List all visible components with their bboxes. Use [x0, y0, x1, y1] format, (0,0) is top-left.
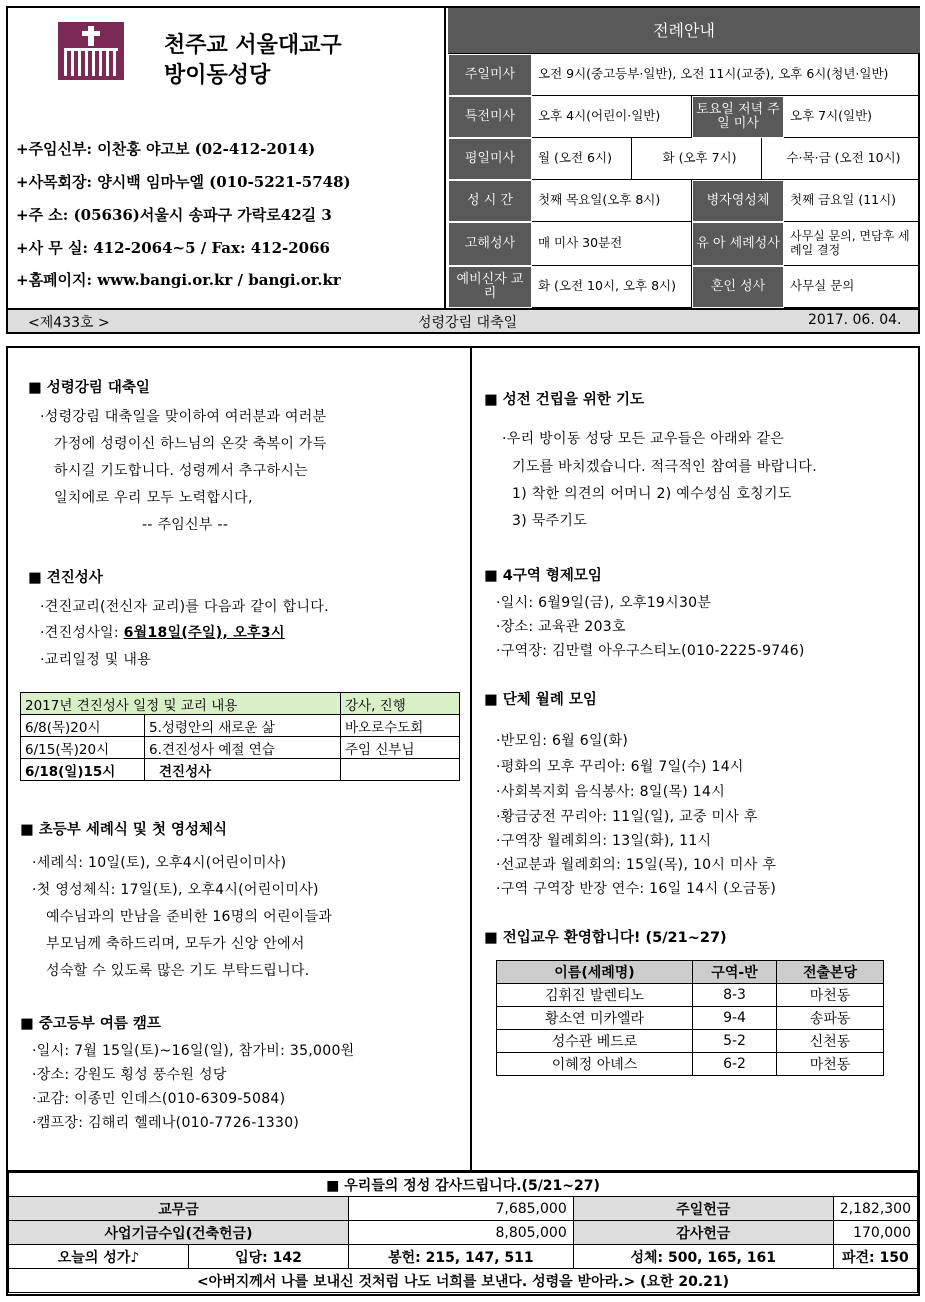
- pentecost-line: 하시길 기도합니다. 성령께서 추구하시는: [54, 463, 309, 479]
- table-cell: 8,805,000: [349, 1221, 574, 1245]
- district-meeting-line: ·장소: 교육관 203호: [496, 619, 626, 635]
- church-prayer-line: ·우리 방이동 성당 모든 교우들은 아래와 같은: [502, 431, 785, 447]
- table-cell: 김휘진 발렌티노: [497, 984, 693, 1007]
- pentecost-signature: -- 주임신부 --: [142, 517, 229, 533]
- table-cell: 성수관 베드로: [497, 1030, 693, 1053]
- church-prayer-line: 기도를 바치겠습니다. 적극적인 참여를 바랍니다.: [512, 459, 817, 475]
- feast-title: 성령강림 대축일: [418, 315, 518, 331]
- monthly-meeting-line: ·구역 구역장 반장 연수: 16일 14시 (오금동): [496, 881, 777, 897]
- pastor-info: +주임신부: 이찬홍 야고보 (02-412-2014): [16, 140, 316, 158]
- district-meeting-heading: ■ 4구역 형제모임: [484, 568, 602, 584]
- homepage-info: +홈페이지: www.bangi.or.kr / bangi.or.kr: [16, 271, 341, 289]
- table-cell: 6.견진성사 예절 연습: [145, 737, 341, 759]
- district-meeting-line: ·구역장: 김만렬 아우구스티노(010-2225-9746): [496, 643, 805, 659]
- table-header-cell: 강사, 진행: [341, 693, 460, 715]
- pentecost-heading: ■ 성령강림 대축일: [28, 380, 150, 396]
- sunday-mass-label: 주일미사: [448, 54, 532, 96]
- table-cell: 주임 신부님: [341, 737, 460, 759]
- new-members-heading: ■ 전입교우 환영합니다! (5/21~27): [484, 930, 727, 946]
- table-cell: 견진성사: [145, 759, 341, 781]
- issue-bar: [8, 308, 918, 332]
- holy-hour-label: 성 시 간: [448, 180, 532, 222]
- table-cell: 2,182,300: [833, 1197, 917, 1221]
- summer-camp-line: ·장소: 강원도 횡성 풍수원 성당: [32, 1067, 227, 1083]
- table-header-cell: 2017년 견진성사 일정 및 교리 내용: [21, 693, 341, 715]
- table-cell: 6/15(목)20시: [21, 737, 145, 759]
- first-communion-line: ·첫 영성체식: 17일(토), 오후4시(어린이미사): [32, 882, 319, 898]
- monthly-meeting-line: ·사회복지회 음식봉사: 8일(목) 14시: [496, 784, 726, 800]
- table-cell: 마천동: [777, 984, 884, 1007]
- table-row: [21, 715, 460, 737]
- confession-label: 고해성사: [448, 222, 532, 266]
- weekday-mass-label: 평일미사: [448, 138, 532, 180]
- new-members-table: [496, 960, 884, 1076]
- table-row: [497, 1053, 884, 1076]
- monthly-meetings-heading: ■ 단체 월례 모임: [484, 692, 597, 708]
- table-cell: 봉헌: 215, 147, 511: [349, 1245, 574, 1269]
- monthly-meeting-line: ·황금궁전 꾸리아: 11일(일), 교중 미사 후: [496, 809, 758, 825]
- summer-camp-heading: ■ 중고등부 여름 캠프: [20, 1016, 161, 1032]
- table-row: [9, 1197, 918, 1221]
- parish-info-panel: [8, 8, 446, 308]
- table-cell: 파견: 150: [833, 1245, 917, 1269]
- first-communion-line: 성숙할 수 있도록 많은 기도 부탁드립니다.: [46, 963, 310, 979]
- monthly-meeting-line: ·구역장 월례회의: 13일(화), 11시: [496, 833, 712, 849]
- first-communion-line: ·세례식: 10일(토), 오후4시(어린이미사): [32, 855, 287, 871]
- table-row: [21, 737, 460, 759]
- archdiocese-name: 천주교 서울대교구: [164, 32, 342, 58]
- sick-communion-value: 첫째 금요일 (11시): [784, 180, 920, 222]
- table-cell: 황소연 미카엘라: [497, 1007, 693, 1030]
- bulletin-header: [6, 6, 920, 334]
- infant-baptism-value: 사무실 문의, 면담후 세례일 결정: [784, 222, 920, 266]
- offering-title: ■ 우리들의 정성 감사드립니다.(5/21~27): [9, 1173, 918, 1197]
- table-cell: 5.성령안의 새로운 삶: [145, 715, 341, 737]
- confirmation-schedule-table: [20, 692, 460, 781]
- summer-camp-line: ·교감: 이종민 인데스(010-6309-5084): [32, 1091, 286, 1107]
- first-communion-line: 예수님과의 만남을 준비한 16명의 어린이들과: [46, 909, 333, 925]
- weekday-mass-tuesday: 화 (오후 7시): [632, 138, 762, 180]
- sunday-mass-value: 오전 9시(중고등부·일반), 오전 11시(교중), 오후 6시(청년·일반): [532, 54, 920, 96]
- offering-footer: [6, 1172, 920, 1296]
- table-header-row: [497, 961, 884, 984]
- special-mass-label: 특전미사: [448, 96, 532, 138]
- table-cell: 마천동: [777, 1053, 884, 1076]
- summer-camp-line: ·일시: 7월 15일(토)~16일(일), 참가비: 35,000원: [32, 1043, 355, 1059]
- first-communion-heading: ■ 초등부 세례식 및 첫 영성체식: [20, 822, 228, 838]
- table-row: [9, 1245, 918, 1269]
- confirmation-date-value: 6월18일(주일), 오후3시: [123, 625, 285, 641]
- church-prayer-line: 3) 묵주기도: [512, 513, 588, 529]
- table-row: [9, 1269, 918, 1293]
- bulletin-body: [6, 346, 920, 1172]
- catechumen-value: 화 (오전 10시, 오후 8시): [532, 266, 692, 308]
- table-cell: 신천동: [777, 1030, 884, 1053]
- table-row: [9, 1221, 918, 1245]
- liturgy-title: 전례안내: [448, 8, 920, 54]
- church-prayer-heading: ■ 성전 건립을 위한 기도: [484, 392, 644, 408]
- pentecost-line: ·성령강림 대축일을 맞이하여 여러분과 여러분: [40, 409, 327, 425]
- issue-number: <제433호 >: [28, 315, 110, 331]
- table-cell: 감사헌금: [573, 1221, 833, 1245]
- infant-baptism-label: 유 아 세례성사: [692, 222, 784, 266]
- table-cell: 7,685,000: [349, 1197, 574, 1221]
- confirmation-date-line: [40, 622, 285, 642]
- council-president-info: +사목회장: 양시백 임마누엘 (010-5221-5748): [16, 173, 351, 191]
- wedding-value: 사무실 문의: [784, 266, 920, 308]
- pentecost-line: 가정에 성령이신 하느님의 온갖 축복이 가득: [54, 436, 327, 452]
- table-header-cell: 구역-반: [693, 961, 777, 984]
- table-header-cell: 이름(세례명): [497, 961, 693, 984]
- first-communion-line: 부모님께 축하드리며, 모두가 신앙 안에서: [46, 936, 305, 952]
- table-cell: 사업기금수입(건축헌금): [9, 1221, 349, 1245]
- monthly-meeting-line: ·반모임: 6월 6일(화): [496, 733, 629, 749]
- catechumen-label: 예비신자 교 리: [448, 266, 532, 308]
- table-cell: 6/8(목)20시: [21, 715, 145, 737]
- sick-communion-label: 병자영성체: [692, 180, 784, 222]
- table-header-row: [21, 693, 460, 715]
- table-cell: 6/18(일)15시: [21, 759, 145, 781]
- office-info: +사 무 실: 412-2064~5 / Fax: 412-2066: [16, 239, 330, 257]
- address-info: +주 소: (05636)서울시 송파구 가락로42길 3: [16, 206, 332, 224]
- confirmation-heading: ■ 견진성사: [28, 570, 103, 586]
- table-cell: 170,000: [833, 1221, 917, 1245]
- table-row: [497, 1030, 884, 1053]
- table-row: [9, 1173, 918, 1197]
- table-cell: 교무금: [9, 1197, 349, 1221]
- parish-name: 방이동성당: [164, 62, 271, 88]
- confirmation-line: ·견진교리(전신자 교리)를 다음과 같이 합니다.: [40, 599, 329, 615]
- table-cell: 8-3: [693, 984, 777, 1007]
- table-cell: 이혜정 아녜스: [497, 1053, 693, 1076]
- table-cell: 송파동: [777, 1007, 884, 1030]
- district-meeting-line: ·일시: 6월9일(금), 오후19시30분: [496, 595, 712, 611]
- monthly-meeting-line: ·평화의 모후 꾸리아: 6월 7일(수) 14시: [496, 759, 744, 775]
- holy-hour-value: 첫째 목요일(오후 8시): [532, 180, 692, 222]
- table-cell: 성체: 500, 165, 161: [573, 1245, 833, 1269]
- column-divider: [470, 348, 472, 1170]
- table-row: [21, 759, 460, 781]
- pentecost-line: 일치에로 우리 모두 노력합시다,: [54, 490, 253, 506]
- summer-camp-line: ·캠프장: 김해리 헬레나(010-7726-1330): [32, 1115, 300, 1131]
- liturgy-schedule: [448, 8, 920, 308]
- issue-date: 2017. 06. 04.: [808, 312, 902, 328]
- confirmation-line: ·교리일정 및 내용: [40, 652, 152, 668]
- confirmation-date-label: ·견진성사일:: [40, 625, 124, 641]
- table-cell: 입당: 142: [189, 1245, 349, 1269]
- table-cell: 주일헌금: [573, 1197, 833, 1221]
- table-cell: 오늘의 성가♪: [9, 1245, 189, 1269]
- weekday-mass-monday: 월 (오전 6시): [532, 138, 632, 180]
- table-row: [497, 1007, 884, 1030]
- saturday-mass-value: 오후 7시(일반): [784, 96, 920, 138]
- table-header-cell: 전출본당: [777, 961, 884, 984]
- monthly-meeting-line: ·선교분과 월례회의: 15일(목), 10시 미사 후: [496, 857, 777, 873]
- gospel-verse: <아버지께서 나를 보내신 것처럼 나도 너희를 보낸다. 성령을 받아라.> (요한 20.21): [9, 1269, 918, 1293]
- confession-value: 매 미사 30분전: [532, 222, 692, 266]
- offering-table: [8, 1172, 918, 1293]
- table-cell: 5-2: [693, 1030, 777, 1053]
- table-row: [497, 984, 884, 1007]
- parish-logo-icon: [58, 22, 124, 80]
- table-cell: 바오로수도회: [341, 715, 460, 737]
- wedding-label: 혼인 성사: [692, 266, 784, 308]
- saturday-mass-label: 토요일 저녁 주일 미사: [692, 96, 784, 138]
- table-cell: [341, 759, 460, 781]
- table-cell: 6-2: [693, 1053, 777, 1076]
- weekday-mass-wed-fri: 수·목·금 (오전 10시): [762, 138, 920, 180]
- table-cell: 9-4: [693, 1007, 777, 1030]
- church-prayer-line: 1) 착한 의견의 어머니 2) 예수성심 호칭기도: [512, 486, 792, 502]
- special-mass-value: 오후 4시(어린이·일반): [532, 96, 692, 138]
